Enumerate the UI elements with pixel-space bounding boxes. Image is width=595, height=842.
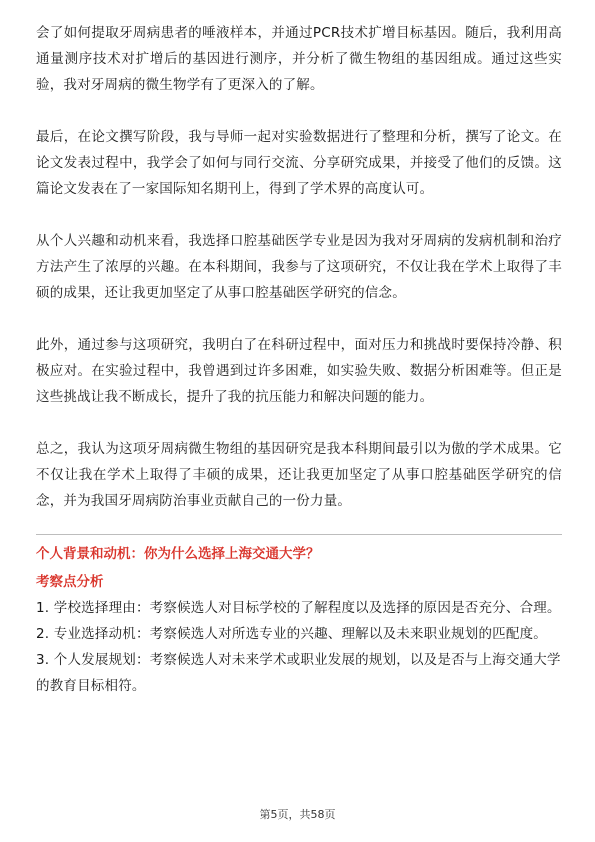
page-footer: 第5页，共58页 (259, 808, 336, 821)
analysis-points (36, 595, 562, 699)
list-item: 3. 个人发展规划：考察候选人对未来学术或职业发展的规划，以及是否与上海交通大学的教育目标相符。 (36, 652, 561, 694)
section-divider (36, 534, 562, 535)
list-item: 1. 学校选择理由：考察候选人对目标学校的了解程度以及选择的原因是否充分、合理。 (36, 600, 561, 616)
paragraph: 从个人兴趣和动机来看，我选择口腔基础医学专业是因为我对牙周病的发病机制和治疗方法产生了浓厚的兴趣。在本科期间，我参与了这项研究，不仅让我在学术上取得了丰硕的成果，还让我更加坚定了从事口腔基础医学研究的信念。 (36, 233, 562, 301)
page-content (36, 20, 562, 699)
list-item: 2. 专业选择动机：考察候选人对所选专业的兴趣、理解以及未来职业规划的匹配度。 (36, 626, 547, 642)
paragraph: 总之，我认为这项牙周病微生物组的基因研究是我本科期间最引以为傲的学术成果。它不仅让我在学术上取得了丰硕的成果，还让我更加坚定了从事口腔基础医学研究的信念，并为我国牙周病防治事业贡献自己的一份力量。 (36, 441, 562, 509)
paragraph: 此外，通过参与这项研究，我明白了在科研过程中，面对压力和挑战时要保持冷静、积极应对。在实验过程中，我曾遇到过许多困难，如实验失败、数据分析困难等。但正是这些挑战让我不断成长，提升了我的抗压能力和解决问题的能力。 (36, 337, 562, 405)
question-heading: 个人背景和动机：你为什么选择上海交通大学？ (36, 546, 320, 562)
paragraph: 会了如何提取牙周病患者的唾液样本，并通过PCR技术扩增目标基因。随后，我利用高通量测序技术对扩增后的基因进行测序，并分析了微生物组的基因组成。通过这些实验，我对牙周病的微生物学有了更深入的了解。 (36, 25, 562, 93)
analysis-heading: 考察点分析 (36, 574, 104, 590)
paragraph: 最后，在论文撰写阶段，我与导师一起对实验数据进行了整理和分析，撰写了论文。在论文发表过程中，我学会了如何与同行交流、分享研究成果，并接受了他们的反馈。这篇论文发表在了一家国际知名期刊上，得到了学术界的高度认可。 (36, 129, 562, 197)
